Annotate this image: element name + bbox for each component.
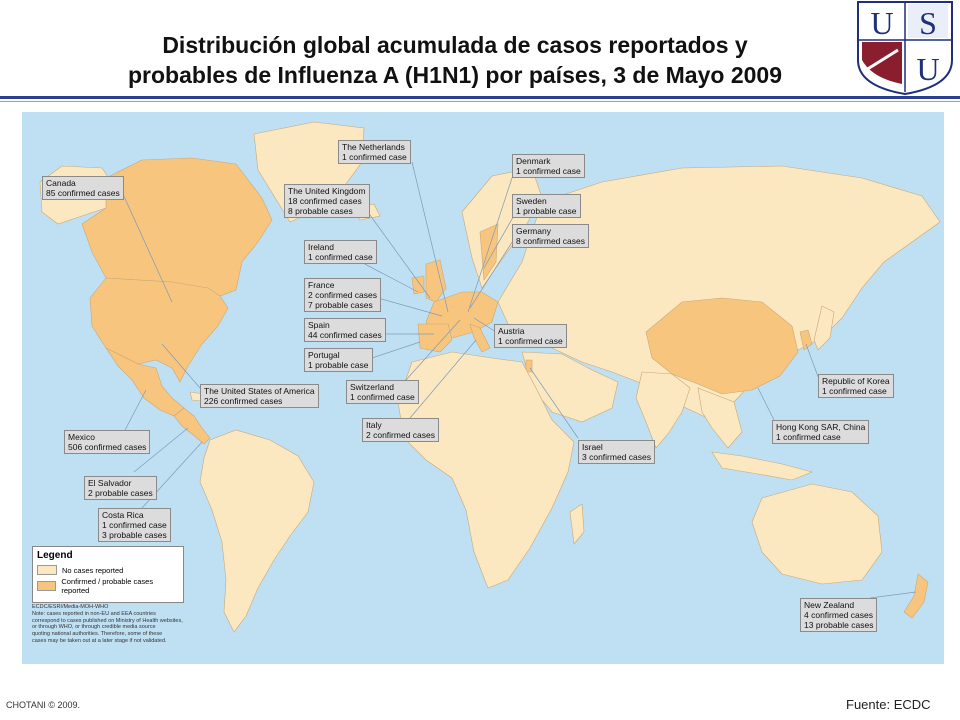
- uk: [426, 260, 446, 302]
- usu-logo: [852, 0, 960, 96]
- label-newzealand: New Zealand 4 confirmed cases 13 probable cases: [800, 598, 877, 632]
- logo-letter-s: S: [919, 5, 937, 41]
- central-america: [174, 408, 210, 444]
- label-spain: Spain 44 confirmed cases: [304, 318, 386, 342]
- label-usa: The United States of America 226 confirmed cases: [200, 384, 319, 408]
- header-rule: [0, 96, 960, 99]
- header-rule-thin: [0, 101, 960, 102]
- australia: [752, 484, 882, 584]
- label-netherlands: The Netherlands 1 confirmed case: [338, 140, 411, 164]
- label-israel: Israel 3 confirmed cases: [578, 440, 655, 464]
- indonesia: [712, 452, 812, 480]
- madagascar: [570, 504, 584, 544]
- slide-title: [60, 30, 850, 90]
- label-sweden: Sweden 1 probable case: [512, 194, 581, 218]
- italy: [470, 324, 490, 352]
- label-uk: The United Kingdom 18 confirmed cases 8 probable cases: [284, 184, 370, 218]
- label-hongkong: Hong Kong SAR, China 1 confirmed case: [772, 420, 869, 444]
- usa: [90, 278, 228, 382]
- map-legend: [32, 546, 184, 603]
- label-denmark: Denmark 1 confirmed case: [512, 154, 585, 178]
- label-elsalvador: El Salvador 2 probable cases: [84, 476, 157, 500]
- logo-letter-u: U: [870, 5, 894, 41]
- source-credit: Fuente: ECDC: [846, 697, 931, 712]
- label-portugal: Portugal 1 probable case: [304, 348, 373, 372]
- legend-item-no-cases: No cases reported: [33, 564, 183, 576]
- map-notes: ECDC/ESRI/Media-MOH-WHO Note: cases reported in non-EU and EEA countries correspond to cases published on Ministry of Health websites, or through WHO, or through credible media source quoting national authorities. Therefore, some of these cases may be taken out at a later stage if not validated.: [32, 604, 183, 644]
- label-costarica: Costa Rica 1 confirmed case 3 probable cases: [98, 508, 171, 542]
- label-ireland: Ireland 1 confirmed case: [304, 240, 377, 264]
- title-line-2: probables de Influenza A (H1N1) por países, 3 de Mayo 2009: [128, 62, 782, 88]
- logo-letter-u2: U: [916, 51, 940, 87]
- label-france: France 2 confirmed cases 7 probable cases: [304, 278, 381, 312]
- legend-title: Legend: [37, 550, 73, 561]
- label-canada: Canada 85 confirmed cases: [42, 176, 124, 200]
- label-switzerland: Switzerland 1 confirmed case: [346, 380, 419, 404]
- legend-item-confirmed: Confirmed / probable cases reported: [33, 576, 183, 596]
- new-zealand: [904, 574, 928, 618]
- copyright: CHOTANI © 2009.: [6, 700, 80, 710]
- title-line-1: Distribución global acumulada de casos reportados y: [162, 32, 748, 58]
- legend-swatch-no-cases: [37, 565, 57, 575]
- label-italy: Italy 2 confirmed cases: [362, 418, 439, 442]
- legend-swatch-confirmed: [37, 581, 56, 591]
- india: [636, 372, 690, 448]
- south-america: [200, 430, 314, 632]
- label-korea: Republic of Korea 1 confirmed case: [818, 374, 894, 398]
- ireland: [412, 276, 424, 294]
- label-austria: Austria 1 confirmed case: [494, 324, 567, 348]
- label-germany: Germany 8 confirmed cases: [512, 224, 589, 248]
- label-mexico: Mexico 506 confirmed cases: [64, 430, 150, 454]
